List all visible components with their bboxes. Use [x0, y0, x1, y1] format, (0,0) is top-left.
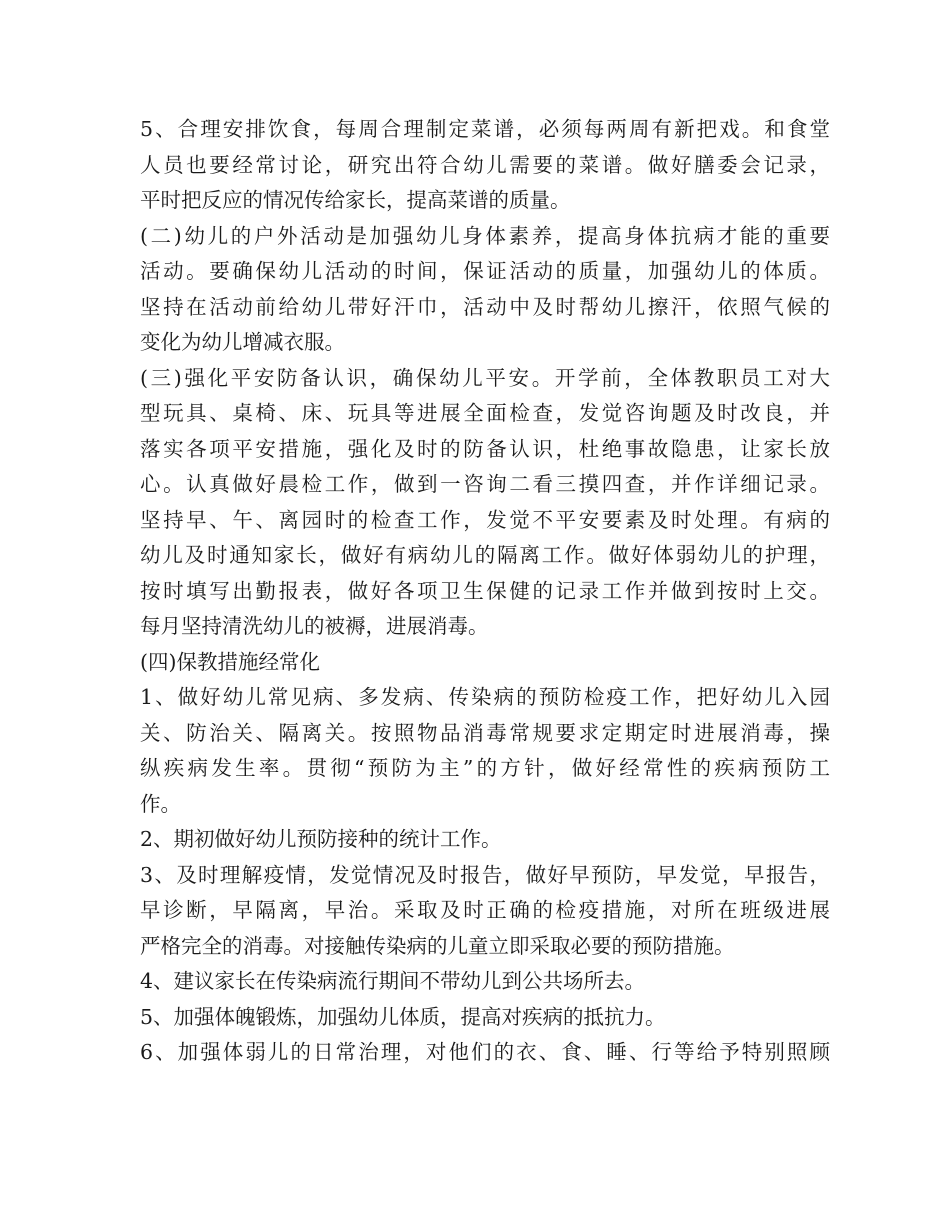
text-line: 5、加强体魄锻炼，加强幼儿体质，提高对疾病的抵抗力。	[140, 1004, 666, 1029]
text-line: 关、防治关、隔离关。按照物品消毒常规要求定期定时进展消毒，操	[140, 720, 830, 745]
text-line: 严格完全的消毒。对接触传染病的儿童立即采取必要的预防措施。	[140, 933, 735, 958]
text-line: 每月坚持清洗幼儿的被褥，进展消毒。	[140, 614, 489, 638]
text-line: 变化为幼儿增减衣服。	[140, 330, 345, 354]
text-line: 平时把反应的情况传给家长，提高菜谱的质量。	[140, 188, 571, 212]
document-body	[140, 112, 830, 1071]
text-line: 2、期初做好幼儿预防接种的统计工作。	[140, 827, 502, 851]
text-line: 坚持早、午、离园时的检查工作，发觉不平安要素及时处理。有病的	[140, 507, 830, 532]
text-line: 纵疾病发生率。贯彻“预防为主”的方针，做好经常性的疾病预防工	[140, 756, 830, 780]
text-line: 1、做好幼儿常见病、多发病、传染病的预防检疫工作，把好幼儿入园	[140, 685, 830, 709]
text-line: 人员也要经常讨论，研究出符合幼儿需要的菜谱。做好膳委会记录，	[140, 152, 830, 177]
text-line: 5、合理安排饮食，每周合理制定菜谱，必须每两周有新把戏。和食堂	[140, 117, 830, 141]
text-line: 按时填写出勤报表，做好各项卫生保健的记录工作并做到按时上交。	[140, 578, 830, 603]
text-line: 型玩具、桌椅、床、玩具等进展全面检查，发觉咨询题及时改良，并	[140, 401, 830, 425]
text-line: (四)保教措施经常化	[140, 649, 320, 674]
text-line: (二)幼儿的户外活动是加强幼儿身体素养，提高身体抗病才能的重要	[140, 223, 830, 248]
text-line: (三)强化平安防备认识，确保幼儿平安。开学前，全体教职员工对大	[140, 365, 830, 390]
text-line: 坚持在活动前给幼儿带好汗巾，活动中及时帮幼儿擦汗，依照气候的	[140, 294, 830, 319]
text-line: 4、建议家长在传染病流行期间不带幼儿到公共场所去。	[140, 969, 646, 993]
text-line: 落实各项平安措施，强化及时的防备认识，杜绝事故隐患，让家长放	[140, 436, 830, 461]
text-line: 3、及时理解疫情，发觉情况及时报告，做好早预防，早发觉，早报告，	[140, 862, 830, 887]
text-line: 心。认真做好晨检工作，做到一咨询二看三摸四查，并作详细记录。	[140, 472, 830, 496]
text-line: 作。	[140, 791, 181, 816]
text-line: 早诊断，早隔离，早治。采取及时正确的检疫措施，对所在班级进展	[140, 898, 830, 922]
text-line: 活动。要确保幼儿活动的时间，保证活动的质量，加强幼儿的体质。	[140, 259, 830, 283]
text-line: 6、加强体弱儿的日常治理，对他们的衣、食、睡、行等给予特别照顾	[140, 1040, 830, 1064]
text-line: 幼儿及时通知家长，做好有病幼儿的隔离工作。做好体弱幼儿的护理，	[140, 543, 830, 567]
